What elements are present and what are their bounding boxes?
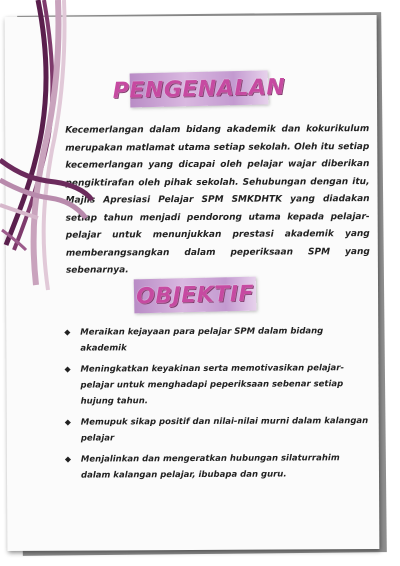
- objective-item: [64, 360, 368, 410]
- heading-pengenalan-text: PENGENALAN: [112, 74, 286, 104]
- objective-item: [65, 450, 369, 484]
- objective-item: [65, 413, 369, 447]
- objective-item: [64, 323, 368, 357]
- ribbon-decoration-icon: [0, 0, 95, 300]
- heading-objektif: [134, 277, 257, 314]
- diamond-bullet-icon: ◆: [64, 417, 71, 427]
- diamond-bullet-icon: ◆: [64, 454, 72, 464]
- diamond-bullet-icon: ◆: [64, 364, 71, 374]
- objective-text: Meningkatkan keyakinan serta memotivasikan pelajar-pelajar untuk menghadapi peperiksaan sebenar setiap hujung tahun.: [80, 363, 345, 407]
- heading-pengenalan: [112, 70, 286, 107]
- objective-text: Menjalinkan dan mengeratkan hubungan silaturrahim dalam kalangan pelajar, ibubapa dan guru.: [80, 453, 340, 481]
- objective-text: Memupuk sikap positif dan nilai-nilai murni dalam kalangan pelajar: [80, 416, 369, 444]
- objective-text: Meraikan kejayaan para pelajar SPM dalam bidang akademik: [80, 326, 324, 354]
- heading-objektif-text: OBJEKTIF: [135, 281, 255, 309]
- intro-paragraph: Kecemerlangan dalam bidang akademik dan kokurikulum merupakan matlamat utama setiap sekolah. Oleh itu setiap kecemerlangan yang dicapai oleh pelajar wajar diberikan pengiktirafan oleh pihak sekolah. Sehubungan dengan itu, Majlis Apresiasi Pelajar SPM SMKDHTK yang diadakan setiap tahun menjadi pendorong utama kepada pelajar-pelajar untuk menunjukkan prestasi akademik yang memberangsangkan dalam peperiksaan SPM yang sebenarnya.: [65, 124, 370, 276]
- objective-list: [64, 323, 369, 489]
- diamond-bullet-icon: ◆: [64, 327, 71, 337]
